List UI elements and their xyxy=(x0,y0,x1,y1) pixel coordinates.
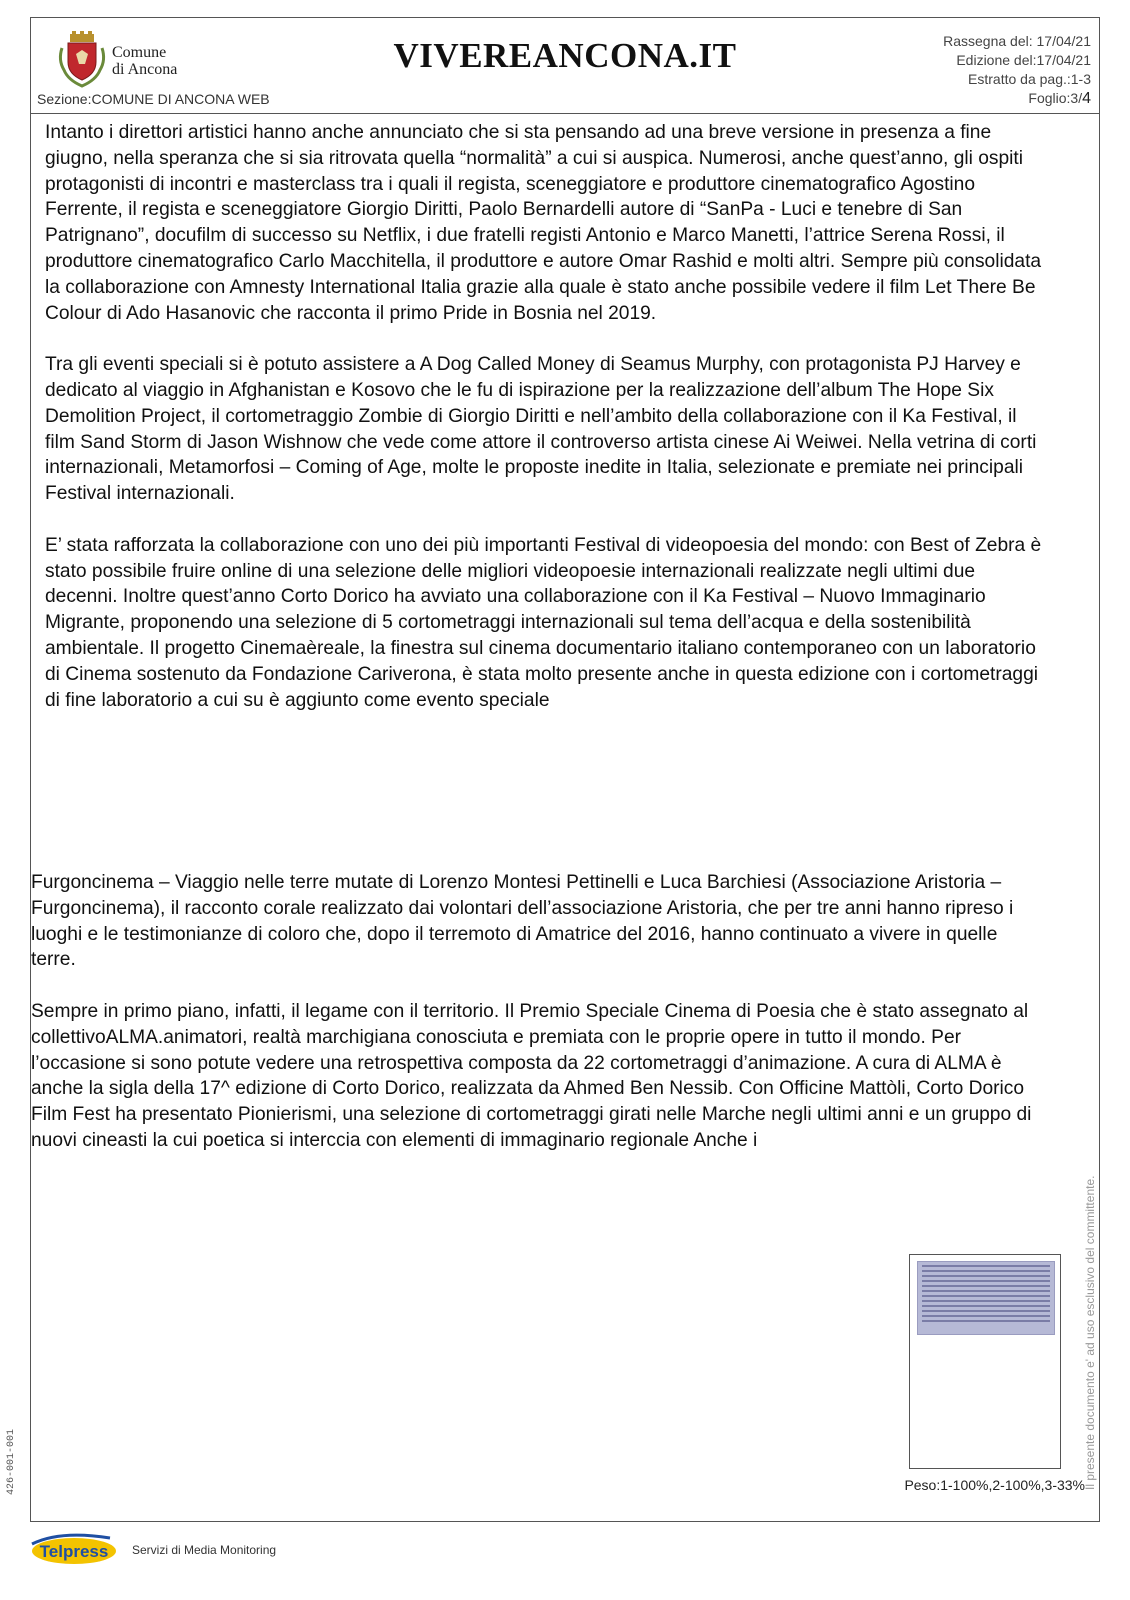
edizione-date: Edizione del:17/04/21 xyxy=(956,52,1091,68)
section-label: Sezione:COMUNE DI ANCONA WEB xyxy=(37,91,270,107)
usage-disclaimer: Il presente documento e' ad uso esclusivo del committente. xyxy=(1083,1175,1097,1490)
sheet-prefix: Foglio:3/ xyxy=(1028,90,1083,106)
document-code: 426-001-001 xyxy=(6,1428,17,1495)
logo-line-2: di Ancona xyxy=(112,61,178,78)
thumbnail-highlight xyxy=(917,1261,1055,1335)
rassegna-date: Rassegna del: 17/04/21 xyxy=(943,33,1091,49)
article-block-a xyxy=(45,120,1045,739)
article-paragraph: Furgoncinema – Viaggio nelle terre mutate di Lorenzo Montesi Pettinelli e Luca Barchiesi (Associazione Aristoria – Furgoncinema), il racconto corale realizzato dai volontari dell’associazione Aristoria, che per tre anni hanno ripreso i luoghi e le testimonianze di coloro che, dopo il terremoto di Amatrice del 2016, hanno continuato a vivere in quelle terre. xyxy=(31,872,1014,971)
article-paragraph: Tra gli eventi speciali si è potuto assistere a A Dog Called Money di Seamus Murphy, con protagonista PJ Harvey e dedicato al viaggio in Afghanistan e Kosovo che le fu di ispirazione per la realizzazione dell’album The Hope Six Demolition Project, il cortometraggio Zombie di Giorgio Diritti e nell’ambito della collaborazione con il Ka Festival, il film Sand Storm di Jason Wishnow che vede come attore il controverso artista cinese Ai Weiwei. Nella vetrina di corti internazionali, Metamorfosi – Coming of Age, molte le proposte inedite in Italia, selezionate e premiate nei principali Festival internazionali. xyxy=(45,354,1037,505)
service-label: Servizi di Media Monitoring xyxy=(132,1543,277,1557)
weight-label: Peso:1-100%,2-100%,3-33% xyxy=(904,1477,1085,1493)
clipping-header xyxy=(31,18,1099,114)
sheet-total: 4 xyxy=(1082,90,1091,107)
article-paragraph: Sempre in primo piano, infatti, il legame con il territorio. Il Premio Speciale Cinema di Poesia che è stato assegnato al collettivoALMA.animatori, realtà marchigiana conosciuta e premiata con le proprie opere in tutto il mondo. Per l’occasione si sono potute vedere una retrospettiva composta da 22 cortometraggi d’animazione. A cura di ALMA è anche la sigla della 17^ edizione di Corto Dorico, realizzata da Ahmed Ben Nessib. Con Officine Mattòli, Corto Dorico Film Fest ha presentato Pionierismi, una selezione di cortometraggi girati nelle Marche negli ultimi anni e un gruppo di nuovi cineasti la cui poetica si interccia con elementi di immaginario regionale Anche i xyxy=(31,1000,1032,1151)
article-paragraph: E’ stata rafforzata la collaborazione con uno dei più importanti Festival di videopoesia del mondo: con Best of Zebra è stato possibile fruire online di una selezione delle migliori videopoesie internazionali realizzate negli ultimi due decenni. Inoltre quest’anno Corto Dorico ha avviato una collaborazione con il Ka Festival – Nuovo Immaginario Migrante, proponendo una selezione di 5 cortometraggi internazionali sul tema dell’acqua e della sostenibilità ambientale. Il progetto Cinemaèreale, la finestra sul cinema documentario italiano contemporaneo con un laboratorio di Cinema sostenuto da Fondazione Cariverona, è stata molto presente anche in questa edizione con i cortometraggi di fine laboratorio a cui su è aggiunto come evento speciale xyxy=(45,534,1042,711)
sheet-number xyxy=(943,89,1091,108)
logo-line-1: Comune xyxy=(112,44,167,61)
article-paragraph: Intanto i direttori artistici hanno anche annunciato che si sta pensando ad una breve versione in presenza a fine giugno, nella speranza che si sia ritrovata quella “normalità” a cui si auspica. Numerosi, anche quest’anno, gli ospiti protagonisti di incontri e masterclass tra i quali il regista, sceneggiatore e produttore cinematografico Agostino Ferrente, il regista e sceneggiatore Giorgio Diritti, Paolo Bernardelli autore di “SanPa - Luci e tenebre di San Patrignano”, docufilm di successo su Netflix, i due fratelli registi Antonio e Marco Manetti, l’attrice Serena Rossi, il produttore cinematografico Carlo Macchitella, il produttore e autore Omar Rashid e molti altri. Sempre più consolidata la collaborazione con Amnesty International Italia grazie alla quale è stato anche possibile vedere il film Let There Be Colour di Ado Hasanovic che racconta il primo Pride in Bosnia nel 2019. xyxy=(45,122,1042,324)
telpress-brand: Telpress xyxy=(39,1542,109,1561)
page-thumbnail xyxy=(909,1254,1061,1469)
extract-pages: Estratto da pag.:1-3 xyxy=(968,71,1091,87)
clipping-meta xyxy=(943,32,1091,108)
article-block-b xyxy=(31,870,1041,1180)
telpress-logo-icon xyxy=(30,1532,118,1566)
publication-title: VIVEREANCONA.IT xyxy=(393,36,737,75)
